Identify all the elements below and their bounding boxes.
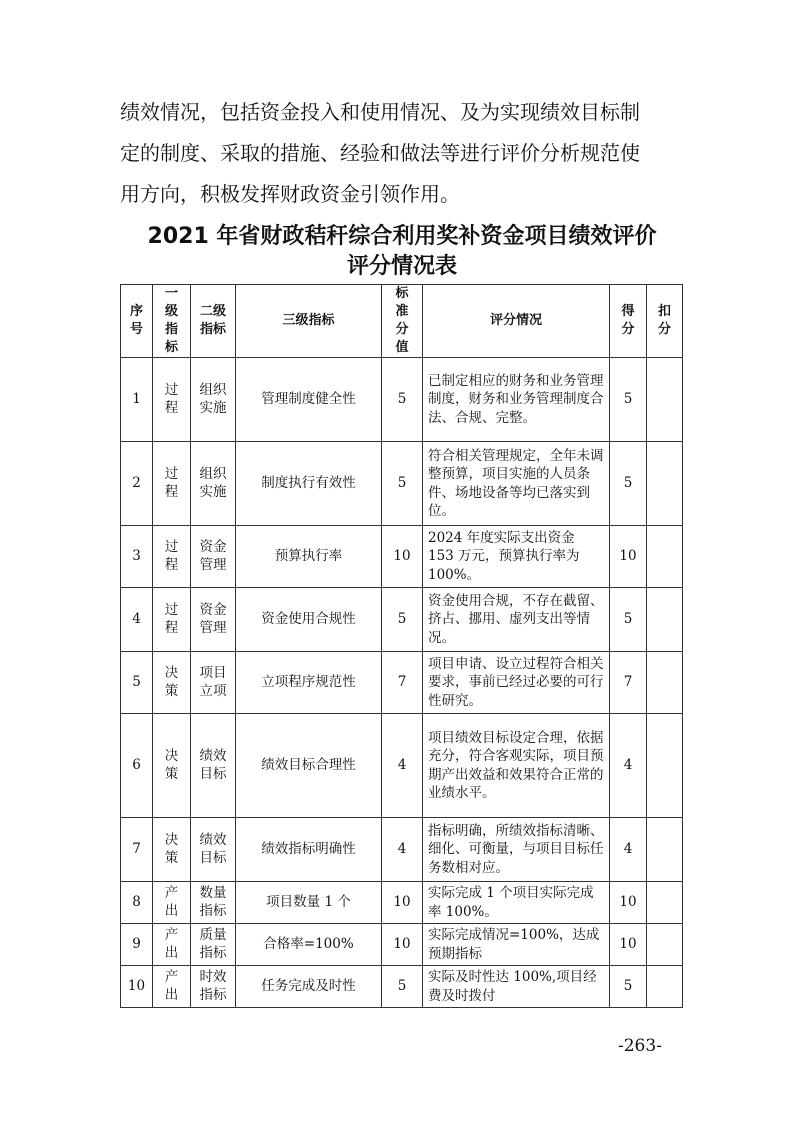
header-seq: 序号 [121, 285, 153, 358]
table-row [121, 882, 683, 924]
cell-score: 5 [610, 966, 647, 1008]
intro-line: 用方向，积极发挥财政资金引领作用。 [120, 182, 460, 206]
cell-deduct [647, 882, 683, 924]
table-row [121, 588, 683, 652]
cell-level2: 时效指标 [191, 966, 236, 1008]
cell-standard: 4 [382, 818, 423, 882]
table-row [121, 652, 683, 714]
cell-score: 4 [610, 714, 647, 818]
cell-standard: 10 [382, 882, 423, 924]
cell-score: 5 [610, 588, 647, 652]
cell-level1: 产出 [153, 966, 191, 1008]
cell-level2: 绩效目标 [191, 818, 236, 882]
cell-level2: 组织实施 [191, 442, 236, 526]
header-level2: 二级指标 [191, 285, 236, 358]
header-score: 得分 [610, 285, 647, 358]
cell-level2: 数量指标 [191, 882, 236, 924]
title-line: 2021 年省财政秸秆综合利用奖补资金项目绩效评价 [147, 224, 657, 249]
cell-level2: 资金管理 [191, 588, 236, 652]
cell-level1: 过程 [153, 588, 191, 652]
cell-seq: 2 [121, 442, 153, 526]
title-line: 评分情况表 [346, 254, 457, 279]
cell-level1: 产出 [153, 882, 191, 924]
header-standard: 标准分值 [382, 285, 423, 358]
cell-level3: 绩效目标合理性 [236, 714, 382, 818]
intro-paragraph [120, 92, 680, 215]
cell-level3: 资金使用合规性 [236, 588, 382, 652]
cell-seq: 5 [121, 652, 153, 714]
cell-evaluation: 项目申请、设立过程符合相关要求，事前已经过必要的可行性研究。 [423, 652, 610, 714]
intro-line: 定的制度、采取的措施、经验和做法等进行评价分析规范使 [120, 141, 640, 165]
cell-standard: 10 [382, 526, 423, 588]
cell-seq: 1 [121, 358, 153, 442]
cell-level2: 项目立项 [191, 652, 236, 714]
cell-level1: 决策 [153, 818, 191, 882]
cell-level3: 绩效指标明确性 [236, 818, 382, 882]
cell-standard: 4 [382, 714, 423, 818]
score-table [120, 284, 683, 1008]
cell-level1: 产出 [153, 924, 191, 966]
intro-line: 绩效情况，包括资金投入和使用情况、及为实现绩效目标制 [120, 100, 640, 124]
cell-evaluation: 指标明确，所绩效指标清晰、细化、可衡量，与项目目标任务数相对应。 [423, 818, 610, 882]
cell-level1: 过程 [153, 526, 191, 588]
cell-level3: 制度执行有效性 [236, 442, 382, 526]
cell-level1: 过程 [153, 442, 191, 526]
table-title [110, 222, 694, 282]
cell-standard: 5 [382, 358, 423, 442]
header-deduct: 扣分 [647, 285, 683, 358]
page-number: -263- [618, 1036, 662, 1056]
cell-level1: 过程 [153, 358, 191, 442]
cell-evaluation: 已制定相应的财务和业务管理制度，财务和业务管理制度合法、合规、完整。 [423, 358, 610, 442]
cell-level2: 绩效目标 [191, 714, 236, 818]
cell-evaluation: 实际完成 1 个项目实际完成率 100%。 [423, 882, 610, 924]
table-row [121, 924, 683, 966]
cell-level2: 组织实施 [191, 358, 236, 442]
cell-level3: 预算执行率 [236, 526, 382, 588]
cell-standard: 5 [382, 966, 423, 1008]
cell-deduct [647, 588, 683, 652]
cell-level3: 合格率=100% [236, 924, 382, 966]
header-level1: 一级指标 [153, 285, 191, 358]
cell-level3: 项目数量 1 个 [236, 882, 382, 924]
cell-deduct [647, 442, 683, 526]
cell-seq: 8 [121, 882, 153, 924]
cell-level1: 决策 [153, 714, 191, 818]
cell-level1: 决策 [153, 652, 191, 714]
cell-seq: 3 [121, 526, 153, 588]
table-row [121, 358, 683, 442]
table-row [121, 966, 683, 1008]
cell-standard: 7 [382, 652, 423, 714]
table-row [121, 818, 683, 882]
cell-score: 5 [610, 442, 647, 526]
header-evaluation: 评分情况 [423, 285, 610, 358]
cell-seq: 6 [121, 714, 153, 818]
cell-evaluation: 项目绩效目标设定合理，依据充分，符合客观实际，项目预期产出效益和效果符合正常的业绩水平。 [423, 714, 610, 818]
cell-standard: 5 [382, 442, 423, 526]
cell-seq: 9 [121, 924, 153, 966]
cell-score: 7 [610, 652, 647, 714]
cell-seq: 7 [121, 818, 153, 882]
cell-score: 10 [610, 526, 647, 588]
cell-standard: 5 [382, 588, 423, 652]
cell-deduct [647, 818, 683, 882]
cell-deduct [647, 924, 683, 966]
table-row [121, 442, 683, 526]
cell-evaluation: 资金使用合规，不存在截留、挤占、挪用、虚列支出等情况。 [423, 588, 610, 652]
cell-standard: 10 [382, 924, 423, 966]
table-row [121, 526, 683, 588]
cell-score: 10 [610, 924, 647, 966]
cell-level2: 资金管理 [191, 526, 236, 588]
table-row [121, 714, 683, 818]
cell-deduct [647, 358, 683, 442]
header-row [121, 285, 683, 358]
cell-level2: 质量指标 [191, 924, 236, 966]
cell-deduct [647, 966, 683, 1008]
header-level3: 三级指标 [236, 285, 382, 358]
cell-evaluation: 实际及时性达 100%,项目经费及时拨付 [423, 966, 610, 1008]
cell-score: 10 [610, 882, 647, 924]
cell-seq: 4 [121, 588, 153, 652]
cell-score: 4 [610, 818, 647, 882]
cell-evaluation: 实际完成情况=100%，达成预期指标 [423, 924, 610, 966]
cell-deduct [647, 526, 683, 588]
cell-score: 5 [610, 358, 647, 442]
cell-deduct [647, 652, 683, 714]
cell-level3: 任务完成及时性 [236, 966, 382, 1008]
cell-evaluation: 2024 年度实际支出资金 153 万元，预算执行率为 100%。 [423, 526, 610, 588]
cell-deduct [647, 714, 683, 818]
cell-level3: 立项程序规范性 [236, 652, 382, 714]
cell-seq: 10 [121, 966, 153, 1008]
cell-evaluation: 符合相关管理规定，全年未调整预算，项目实施的人员条件、场地设备等均已落实到位。 [423, 442, 610, 526]
cell-level3: 管理制度健全性 [236, 358, 382, 442]
